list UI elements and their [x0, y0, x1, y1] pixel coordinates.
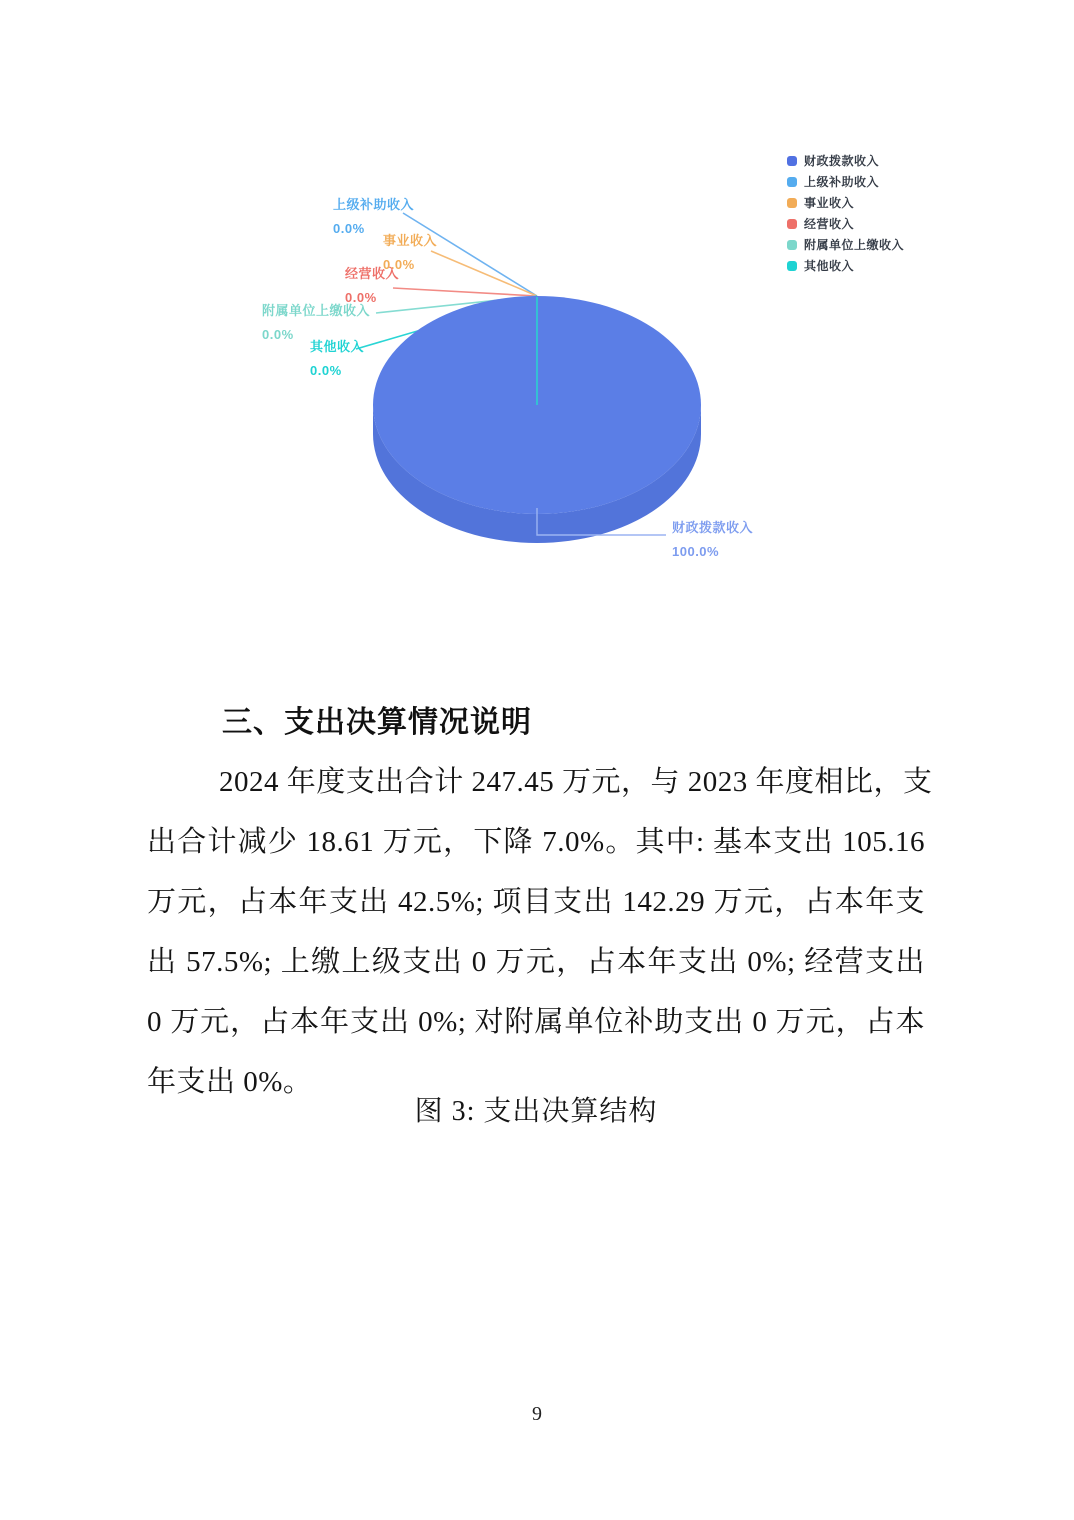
legend-label: 财政拨款收入: [804, 154, 880, 168]
legend-label: 经营收入: [804, 217, 855, 231]
callout-caizheng: [672, 516, 753, 564]
callout-percent: 0.0%: [262, 327, 294, 342]
callout-percent: 0.0%: [310, 363, 342, 378]
callout-label: 财政拨款收入: [672, 520, 754, 535]
legend-chip-fushu: [787, 240, 797, 250]
legend-label: 事业收入: [804, 196, 855, 210]
legend-chip-jingying: [787, 219, 797, 229]
paragraph-line: 2024 年度支出合计 247.45 万元，与 2023 年度相比，支: [219, 766, 933, 798]
callout-qita: [310, 335, 364, 383]
legend-item-caizheng: [787, 150, 904, 171]
legend-item-fushu: [787, 234, 904, 255]
legend-label: 上级补助收入: [804, 175, 880, 189]
section-heading: 三、支出决算情况说明: [222, 706, 532, 739]
legend-item-shangji: [787, 171, 904, 192]
legend-item-qita: [787, 255, 904, 276]
figure-caption: 图 3: 支出决算结构: [414, 1096, 658, 1127]
page-number: 9: [532, 1403, 542, 1425]
leader-line-shiye: [431, 251, 537, 296]
legend-label: 其他收入: [804, 259, 855, 273]
paragraph-line: 0 万元，占本年支出 0%; 对附属单位补助支出 0 万元，占本: [147, 1006, 925, 1038]
legend-chip-shangji: [787, 177, 797, 187]
income-structure-pie-chart: [150, 130, 950, 590]
paragraph-line: 万元，占本年支出 42.5%; 项目支出 142.29 万元，占本年支: [147, 886, 925, 918]
paragraph-line: 出 57.5%; 上缴上级支出 0 万元，占本年支出 0%; 经营支出: [147, 946, 925, 978]
legend-item-jingying: [787, 213, 904, 234]
leader-line-jingying: [393, 288, 537, 296]
callout-label: 事业收入: [383, 233, 438, 248]
legend-chip-shiye: [787, 198, 797, 208]
callout-label: 附属单位上缴收入: [262, 303, 371, 318]
callout-label: 上级补助收入: [333, 197, 415, 212]
callout-percent: 0.0%: [383, 257, 415, 272]
section-paragraph: [147, 752, 933, 1112]
callout-percent: 0.0%: [345, 290, 377, 305]
legend-chip-caizheng: [787, 156, 797, 166]
callout-percent: 100.0%: [672, 544, 720, 559]
paragraph-line: 年支出 0%。: [147, 1066, 313, 1098]
callout-label: 其他收入: [310, 339, 365, 354]
chart-legend: [787, 150, 904, 276]
legend-item-shiye: [787, 192, 904, 213]
paragraph-line: 出合计减少 18.61 万元，下降 7.0%。其中: 基本支出 105.16: [147, 826, 925, 858]
callout-label: 经营收入: [345, 266, 400, 281]
legend-chip-qita: [787, 261, 797, 271]
legend-label: 附属单位上缴收入: [804, 238, 905, 252]
callout-percent: 0.0%: [333, 221, 365, 236]
